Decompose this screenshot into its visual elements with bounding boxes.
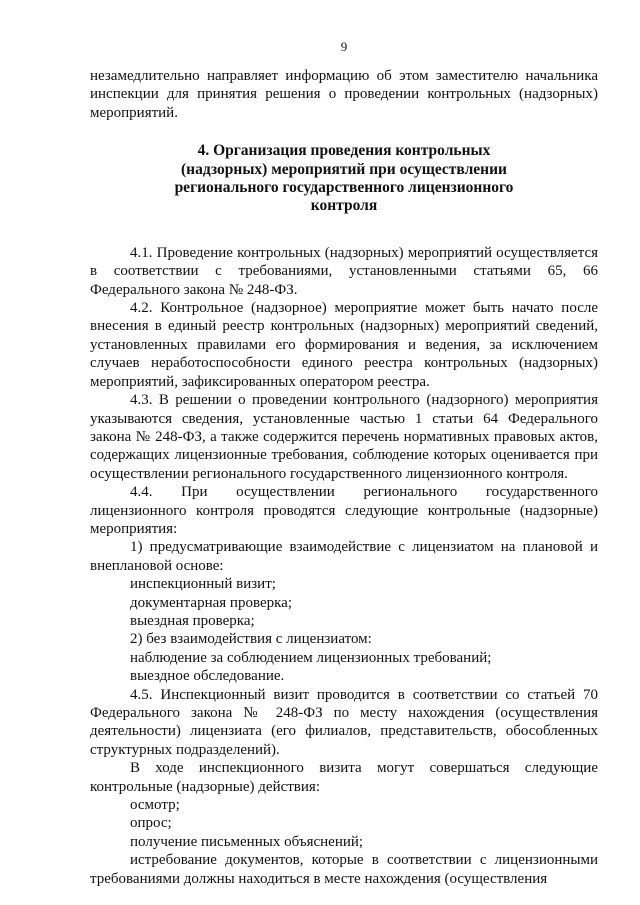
page-number: 9	[340, 39, 348, 54]
paragraph-4-1: 4.1. Проведение контрольных (надзорных) мероприятий осуществляется в соответствии с требованиями, установленными статьями 65, 66 Федерального закона № 248-ФЗ.	[90, 244, 598, 298]
section-heading-line: контроля	[310, 197, 378, 215]
list-item: выездное обследование.	[130, 668, 285, 685]
list-item: выездная проверка;	[130, 612, 255, 629]
page-content	[90, 67, 598, 888]
paragraph-4-5: 4.5. Инспекционный визит проводится в соответствии со статьей 70 Федерального закона № 248-ФЗ по месту нахождения (осуществления деятельности) лицензиата (его филиалов, представительств, обособленных структурных подразделений).	[90, 686, 598, 758]
list-item: наблюдение за соблюдением лицензионных требований;	[130, 649, 492, 666]
section-heading-line: (надзорных) мероприятий при осуществлении	[181, 160, 507, 178]
paragraph-4-5-actions: В ходе инспекционного визита могут совершаться следующие контрольные (надзорные) действия:	[90, 760, 598, 795]
list-item: документарная проверка;	[130, 594, 292, 611]
section-heading-line: 4. Организация проведения контрольных	[197, 142, 491, 160]
list-item: получение письменных объяснений;	[130, 833, 364, 850]
section-heading	[90, 142, 598, 216]
paragraph-4-2: 4.2. Контрольное (надзорное) мероприятие может быть начато после внесения в единый реестр контрольных (надзорных) мероприятий сведений, установленных правилами его формирования и ведения, за исключением случаев неработоспособности единого реестра контрольных (надзорных) мероприятий, зафиксированных оператором реестра.	[90, 300, 598, 390]
intro-paragraph: незамедлительно направляет информацию об этом заместителю начальника инспекции для принятия решения о проведении контрольных (надзорных) мероприятий.	[90, 68, 598, 121]
paragraph-4-4: 4.4. При осуществлении регионального государственного лицензионного контроля проводятся следующие контрольные (надзорные) мероприятия:	[90, 484, 598, 537]
list-item: инспекционный визит;	[130, 576, 276, 593]
paragraph-4-4-item-1: 1) предусматривающие взаимодействие с лицензиатом на плановой и внеплановой основе:	[90, 539, 598, 574]
paragraph-4-3: 4.3. В решении о проведении контрольного (надзорного) мероприятия указываются сведения, установленные частью 1 статьи 64 Федерального закона № 248-ФЗ, а также содержится перечень нормативных правовых актов, содержащих лицензионные требования, соблюдение которых оценивается при осуществлении регионального государственного лицензионного контроля.	[90, 392, 598, 482]
paragraph-4-4-item-2: 2) без взаимодействия с лицензиатом:	[130, 631, 372, 648]
paragraph-last: истребование документов, которые в соответствии с лицензионными требованиями должны находиться в месте нахождения (осуществления	[90, 852, 598, 887]
list-item: опрос;	[130, 815, 172, 832]
section-heading-line: регионального государственного лицензионного	[174, 179, 514, 197]
list-item: осмотр;	[130, 797, 180, 814]
